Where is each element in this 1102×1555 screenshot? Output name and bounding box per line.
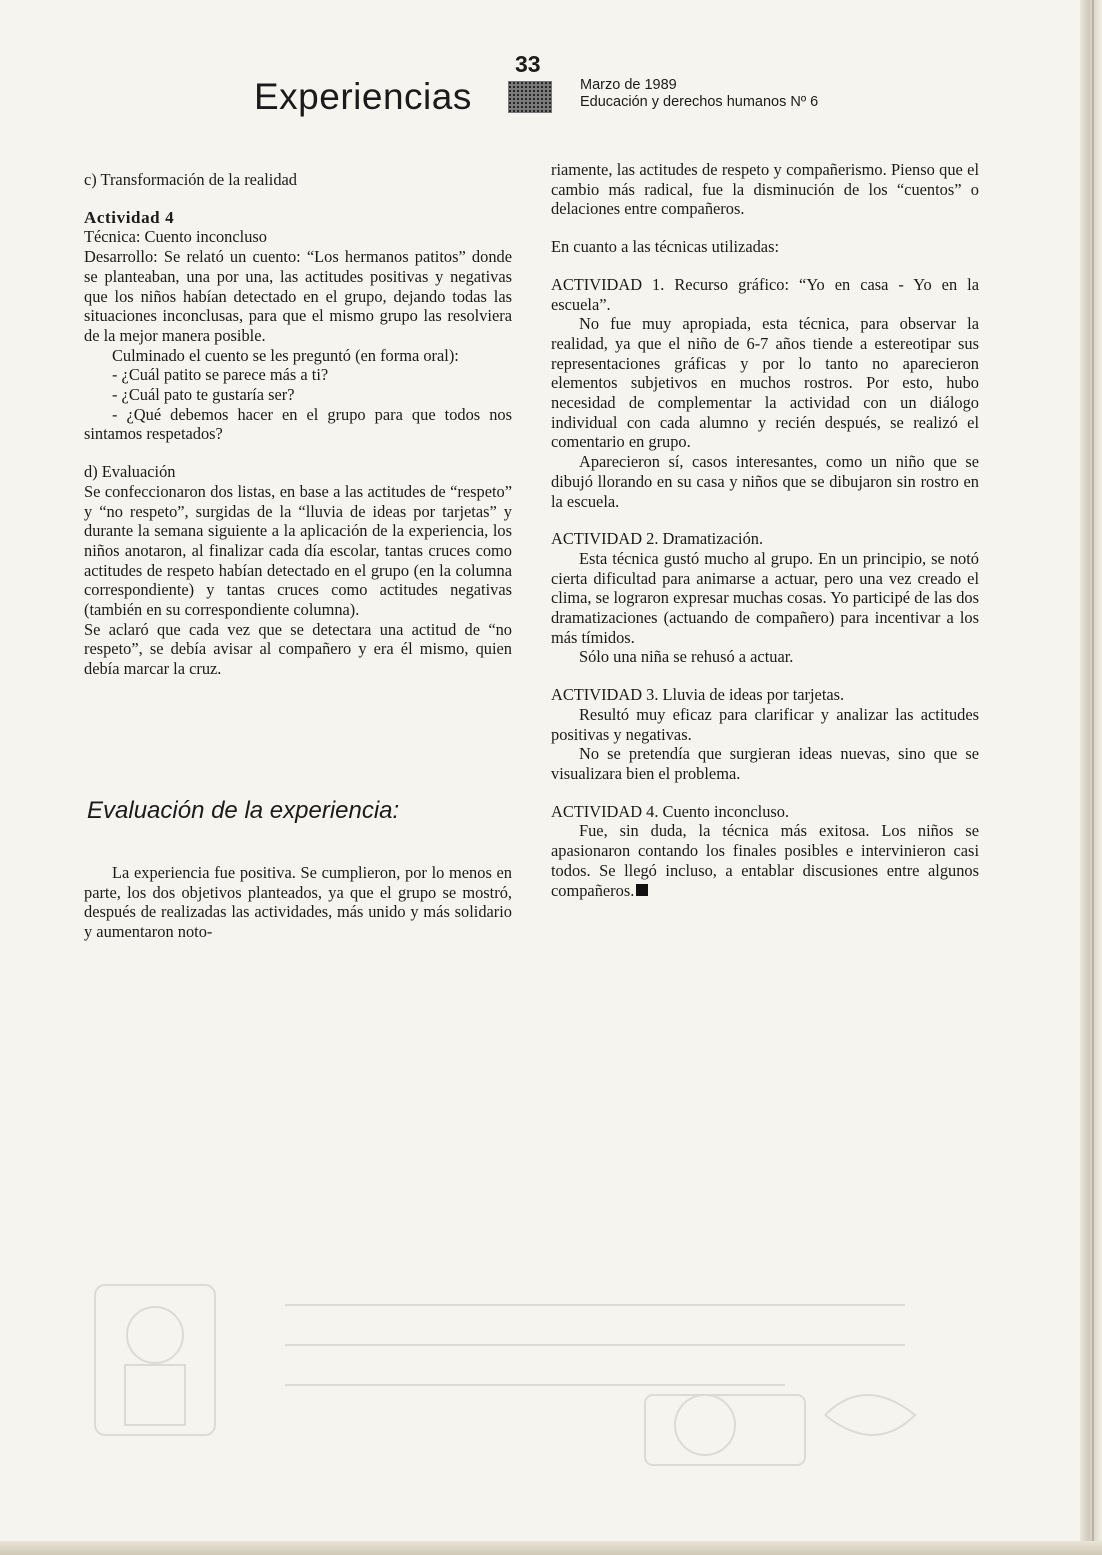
issue-title: Educación y derechos humanos Nº 6 [580,94,819,110]
subsection-heading: d) Evaluación [84,462,176,482]
techniques-intro: En cuanto a las técnicas utilizadas: [551,237,780,257]
activity-2-paragraph: Sólo una niña se rehusó a actuar. [579,647,794,667]
question-item: - ¿Cuál patito se parece más a ti? [112,365,329,385]
activity-3-paragraph: No se pretendía que surgieran ideas nuevas, sino que se visualizara bien el problema. [551,744,979,783]
experience-paragraph: La experiencia fue positiva. Se cumplieron, por lo menos en parte, los dos objetivos planteados, ya que el grupo se mostró, después de realizadas las actividades, más unido y más solidario y aumentaron noto- [84,863,512,942]
experience-heading: Evaluación de la experiencia: [87,797,400,824]
evaluation-paragraph: Se confeccionaron dos listas, en base a las actitudes de “respeto” y “no respeto”, surgidas de la “lluvia de ideas por tarjetas” y durante la semana siguiente a la aplicación de la experiencia, los niños anotaron, al finalizar cada día escolar, tantas cruces como actitudes de respeto habían detectado en el grupo (en la columna correspondiente) y tantas cruces como actitudes negativas (también en su correspondiente columna). [84,481,512,620]
issue-date: Marzo de 1989 [580,77,677,93]
activity-1-heading: ACTIVIDAD 1. Recurso gráfico: “Yo en casa - Yo en la escuela”. [551,274,979,314]
activity-4-paragraph [551,821,979,900]
bleed-through-illustration [85,1265,965,1485]
activity-4-heading: ACTIVIDAD 4. Cuento inconcluso. [551,801,790,821]
subsection-heading: c) Transformación de la realidad [84,170,298,189]
activity-1-paragraph: Aparecieron sí, casos interesantes, como un niño que se dibujó llorando en su casa y niños que se dibujaron sin rostro en la escuela. [551,452,979,511]
page-bottom-edge [0,1541,1102,1555]
activity-4-text: Fue, sin duda, la técnica más exitosa. Los niños se apasionaron contando los finales posibles e intervinieron casi todos. Se llegó incluso, a entablar discusiones entre algunos compañeros. [551,821,979,900]
development-paragraph: Desarrollo: Se relató un cuento: “Los hermanos patitos” donde se planteaban, una por una, las actitudes positivas y negativas que los niños habían detectado en el grupo, dejando todas las situaciones inconclusas, para que el mismo grupo las resolviera de la mejor manera posible. [84,247,512,345]
activity-2-paragraph: Esta técnica gustó mucho al grupo. En un principio, se notó cierta dificultad para animarse a actuar, pero una vez creado el clima, se lograron expresar muchas cosas. Yo participé de las dos dramatizaciones (actuando de compañero) para incentivar a los más tímidos. [551,548,979,647]
evaluation-paragraph: Se aclaró que cada vez que se detectara una actitud de “no respeto”, se debía avisar al compañero y era él mismo, quien debía marcar la cruz. [84,619,512,679]
question-item: - ¿Qué debemos hacer en el grupo para que todos nos sintamos respetados? [84,404,512,444]
question-intro: Culminado el cuento se les preguntó (en forma oral): [112,345,459,365]
activity-1-paragraph: No fue muy apropiada, esta técnica, para observar la realidad, ya que el niño de 6-7 años tiende a estereotipar sus representaciones gráficas y por lo tanto no aparecieron elementos subjetivos en muchos rostros. Por esto, hubo necesidad de complementar la actividad con un diálogo individual con cada alumno y recién después, se realizó el comentario en grupo. [551,314,979,452]
activity-3-paragraph: Resultó muy eficaz para clarificar y analizar las actitudes positivas y negativas. [551,704,979,744]
dotted-square-ornament [508,81,552,113]
left-column-lower [84,863,512,942]
question-item: - ¿Cuál pato te gustaría ser? [112,385,295,405]
section-title: Experiencias [254,76,472,117]
activity-3-heading: ACTIVIDAD 3. Lluvia de ideas por tarjetas. [551,685,845,705]
left-column [84,170,512,679]
right-column [551,160,979,900]
technique-line: Técnica: Cuento inconcluso [84,227,267,247]
continuation-paragraph: riamente, las actitudes de respeto y compañerismo. Pienso que el cambio más radical, fue la disminución de los “cuentos” o delaciones entre compañeros. [551,160,979,219]
page-number: 33 [515,51,541,77]
activity-heading: Actividad 4 [84,207,175,227]
page-edge [1080,0,1102,1555]
activity-2-heading: ACTIVIDAD 2. Dramatización. [551,529,764,549]
end-of-article-mark [636,884,648,896]
